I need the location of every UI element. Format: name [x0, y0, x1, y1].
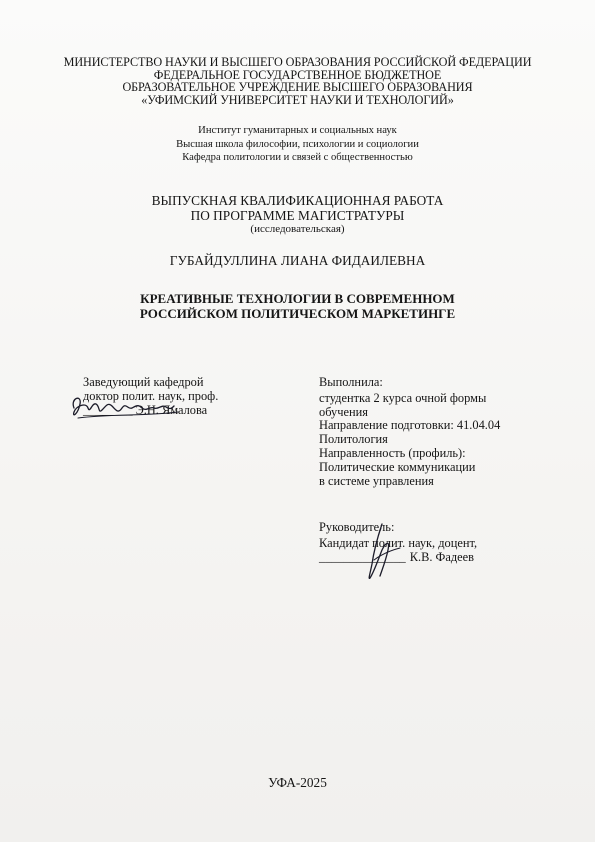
work-type-subtitle: (исследовательская): [250, 223, 345, 235]
head-role: Заведующий кафедрой: [83, 375, 204, 389]
performer-line: Политические коммуникации: [319, 459, 476, 474]
signature-blank: ______________: [319, 549, 406, 564]
signature-blank: ________: [83, 402, 133, 417]
footer-city-year: УФА-2025: [268, 775, 327, 790]
performer-block: [319, 376, 500, 488]
performer-line: обучения: [319, 404, 368, 419]
head-name: Э.Н. Ямалова: [135, 402, 208, 417]
work-type-block: [0, 194, 595, 236]
author-name: ГУБАЙДУЛЛИНА ЛИАНА ФИДАИЛЕВНА: [169, 253, 426, 268]
institute-line: Высшая школа философии, психологии и социологии: [176, 138, 419, 150]
header-line: МИНИСТЕРСТВО НАУКИ И ВЫСШЕГО ОБРАЗОВАНИЯ РОССИЙСКОЙ ФЕДЕРАЦИИ: [63, 55, 532, 69]
institute-line: Институт гуманитарных и социальных наук: [198, 125, 397, 136]
performer-line: Направленность (профиль):: [319, 445, 466, 460]
performer-line: студентка 2 курса очной формы: [319, 390, 487, 405]
thesis-title-line: КРЕАТИВНЫЕ ТЕХНОЛОГИИ В СОВРЕМЕННОМ: [140, 291, 455, 306]
supervisor-label: Руководитель:: [319, 520, 395, 534]
supervisor-signature-image: [352, 520, 412, 584]
institute-block: [0, 124, 595, 165]
thesis-title: [0, 292, 595, 321]
head-signature-image: [68, 388, 188, 428]
ministry-header: [0, 56, 595, 106]
supervisor-name: К.В. Фадеев: [409, 549, 474, 564]
performer-line: Направление подготовки: 41.04.04: [319, 418, 501, 433]
header-line: «УФИМСКИЙ УНИВЕРСИТЕТ НАУКИ И ТЕХНОЛОГИЙ»: [141, 92, 454, 107]
performer-line: Политология: [319, 432, 388, 447]
institute-line: Кафедра политологии и связей с общественностью: [182, 152, 413, 163]
header-line: ОБРАЗОВАТЕЛЬНОЕ УЧРЕЖДЕНИЕ ВЫСШЕГО ОБРАЗОВАНИЯ: [122, 80, 473, 95]
header-line: ФЕДЕРАЛЬНОЕ ГОСУДАРСТВЕННОЕ БЮДЖЕТНОЕ: [153, 67, 442, 82]
performer-line: в системе управления: [319, 473, 434, 488]
work-type-line: ВЫПУСКНАЯ КВАЛИФИКАЦИОННАЯ РАБОТА: [151, 193, 444, 208]
head-degree: доктор полит. наук, проф.: [83, 388, 219, 403]
thesis-title-line: РОССИЙСКОМ ПОЛИТИЧЕСКОМ МАРКЕТИНГЕ: [139, 305, 456, 321]
performer-label: Выполнила:: [319, 375, 383, 389]
work-type-line: ПО ПРОГРАММЕ МАГИСТРАТУРЫ: [190, 207, 405, 223]
supervisor-degree: Кандидат полит. наук, доцент,: [319, 535, 478, 550]
